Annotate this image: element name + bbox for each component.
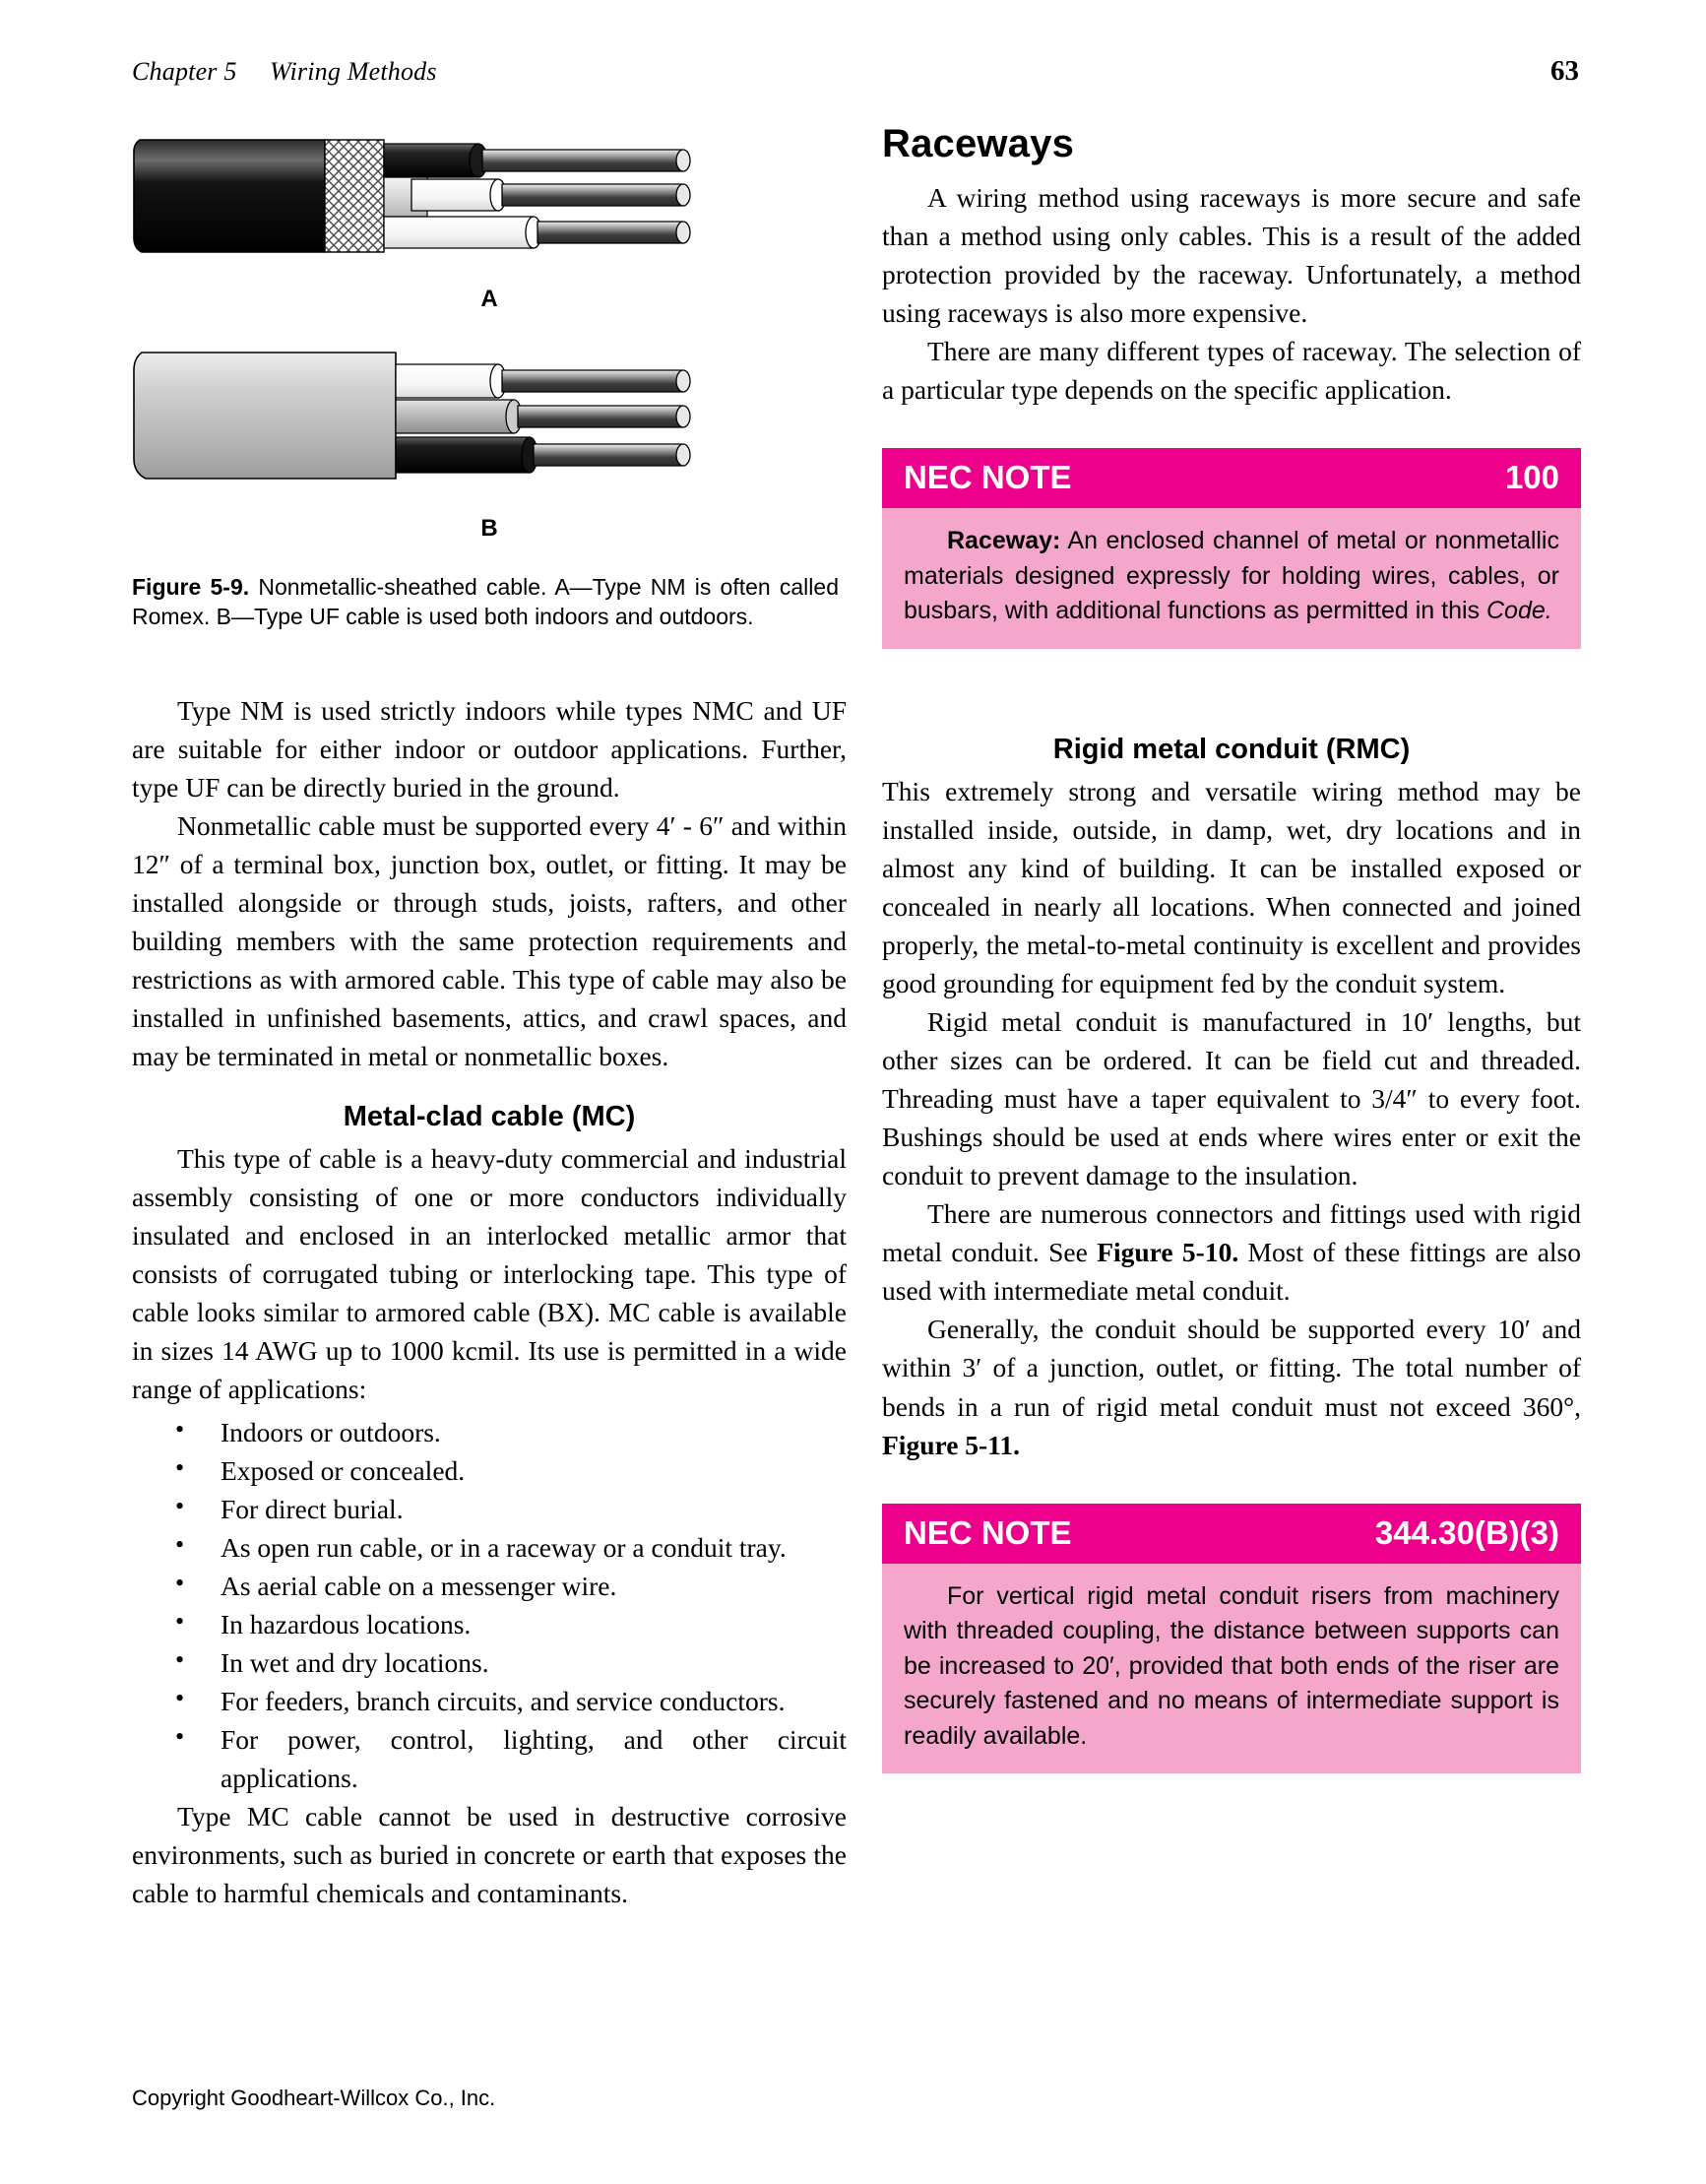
figure-caption xyxy=(132,572,839,632)
list-item: • Indoors or outdoors. xyxy=(132,1413,847,1451)
cable-label-b: B xyxy=(480,515,498,542)
figure-caption-text: Nonmetallic-sheathed cable. A—Type NM is often called Romex. B—Type UF cable is used both indoors and outdoors. xyxy=(132,574,839,630)
nec-note-reference: 100 xyxy=(1504,459,1559,496)
chapter-title: Wiring Methods xyxy=(270,57,437,86)
nec-note-code-italic: Code. xyxy=(1485,597,1552,625)
rmc-paragraph-1: This extremely strong and versatile wiring method may be installed inside, outside, in damp, wet, dry locations and in almost any kind of building. It can be installed exposed or concealed in nearly all locations. When connected and joined properly, the metal-to-metal continuity is excellent and provides good grounding for equipment fed by the conduit system. xyxy=(882,775,1581,999)
type-nm-cable-illustration xyxy=(132,122,723,280)
rmc-connectors-text-post: Most of these fittings are also used with intermediate metal conduit. xyxy=(882,1237,1582,1307)
mc-outro-paragraph: Type MC cable cannot be used in destructive corrosive environments, such as buried in concrete or earth that exposes the cable to harmful chemicals and contaminants. xyxy=(132,1800,847,1909)
running-head xyxy=(132,55,1579,88)
nec-note-title: NEC NOTE xyxy=(904,1513,1072,1551)
list-item: • As open run cable, or in a raceway or a conduit tray. xyxy=(132,1528,847,1567)
nec-note-definition: An enclosed channel of metal or nonmetallic materials designed expressly for holding wires, cables, or busbars, with additional functions as permitted in this xyxy=(904,527,1559,625)
nec-note-body: For vertical rigid metal conduit risers from machinery with threaded coupling, the distance between supports can be increased to 20′, provided that both ends of the riser are securely fastened and no means of intermediate support is readily available. xyxy=(882,1564,1581,1774)
figure-reference-5-10: Figure 5-10. xyxy=(1097,1237,1239,1268)
list-item: • In wet and dry locations. xyxy=(132,1643,847,1682)
nec-note-box-344 xyxy=(882,1504,1581,1774)
nec-note-reference: 344.30(B)(3) xyxy=(1374,1513,1559,1551)
nec-note-header xyxy=(882,1504,1581,1564)
raceways-paragraph-1: A wiring method using raceways is more secure and safe than a method using only cables. This is a result of the added protection provided by the raceway. Unfortunately, a method using raceways is also more expensive. xyxy=(882,182,1581,329)
type-uf-cable-illustration xyxy=(132,337,723,509)
nec-note-term: Raceway: xyxy=(947,527,1061,555)
nec-note-header xyxy=(882,448,1581,508)
figure-caption-label: Figure 5-9. xyxy=(132,574,250,600)
list-item: • As aerial cable on a messenger wire. xyxy=(132,1567,847,1605)
list-item: • For direct burial. xyxy=(132,1490,847,1528)
left-paragraph-1: Type NM is used strictly indoors while types NMC and UF are suitable for either indoor or outdoor applications. Further, type UF can be directly buried in the ground. xyxy=(132,694,847,803)
cable-label-a: A xyxy=(480,286,498,312)
page-number: 63 xyxy=(1550,55,1579,87)
rmc-connectors-text-pre: There are numerous connectors and fittings used with rigid metal conduit. See xyxy=(882,1198,1581,1268)
rmc-connectors-paragraph xyxy=(882,1194,1581,1310)
chapter-label: Chapter 5 xyxy=(132,57,237,86)
nec-note-body xyxy=(882,508,1581,649)
mc-intro-paragraph: This type of cable is a heavy-duty commercial and industrial assembly consisting of one or more conductors individually insulated and enclosed in an interlocked metallic armor that consists of corrugated tubing or interlocking tape. This type of cable looks similar to armored cable (BX). MC cable is available in sizes 14 AWG up to 1000 kcmil. Its use is permitted in a wide range of applications: xyxy=(132,1143,847,1405)
left-column xyxy=(132,122,847,1912)
list-item: • Exposed or concealed. xyxy=(132,1451,847,1490)
left-paragraph-2: Nonmetallic cable must be supported every 4′ - 6″ and within 12″ of a terminal box, junction box, outlet, or fitting. It may be installed alongside or through studs, joists, rafters, and other building members with the same protection requirements and restrictions as with armored cable. This type of cable may also be installed in unfinished basements, attics, and crawl spaces, and may be terminated in metal or nonmetallic boxes. xyxy=(132,809,847,1072)
raceways-paragraph-2: There are many different types of raceway. The selection of a particular type depends on the specific application. xyxy=(882,336,1581,406)
rmc-support-paragraph xyxy=(882,1310,1581,1463)
mc-applications-list xyxy=(132,1413,847,1797)
copyright-footer: Copyright Goodheart-Willcox Co., Inc. xyxy=(132,2086,496,2110)
running-head-chapter xyxy=(132,57,437,87)
right-column xyxy=(882,122,1581,1773)
cable-diagram-b xyxy=(132,337,847,543)
list-item: • For power, control, lighting, and other circuit applications. xyxy=(132,1720,847,1797)
list-item: • In hazardous locations. xyxy=(132,1605,847,1643)
cable-diagram-a xyxy=(132,122,847,313)
nec-note-box-100 xyxy=(882,448,1581,649)
section-heading-rigid-metal-conduit: Rigid metal conduit (RMC) xyxy=(1052,733,1411,765)
page-title-raceways: Raceways xyxy=(882,122,1075,165)
rmc-support-text: Generally, the conduit should be supported every 10′ and within 3′ of a junction, outlet, or fitting. The total number of bends in a run of rigid metal conduit must not exceed 360°, xyxy=(882,1314,1581,1422)
nec-note-title: NEC NOTE xyxy=(904,459,1072,496)
rmc-paragraph-2: Rigid metal conduit is manufactured in 10′ lengths, but other sizes can be ordered. It can be field cut and threaded. Threading must have a taper equivalent to 3/4″ to every foot. Bushings should be used at ends where wires enter or exit the conduit to prevent damage to the insulation. xyxy=(882,1006,1581,1191)
figure-5-9-artwork xyxy=(132,122,847,543)
figure-reference-5-11: Figure 5-11. xyxy=(882,1429,1021,1460)
list-item: • For feeders, branch circuits, and service conductors. xyxy=(132,1682,847,1720)
section-heading-metal-clad-cable: Metal-clad cable (MC) xyxy=(343,1101,636,1133)
